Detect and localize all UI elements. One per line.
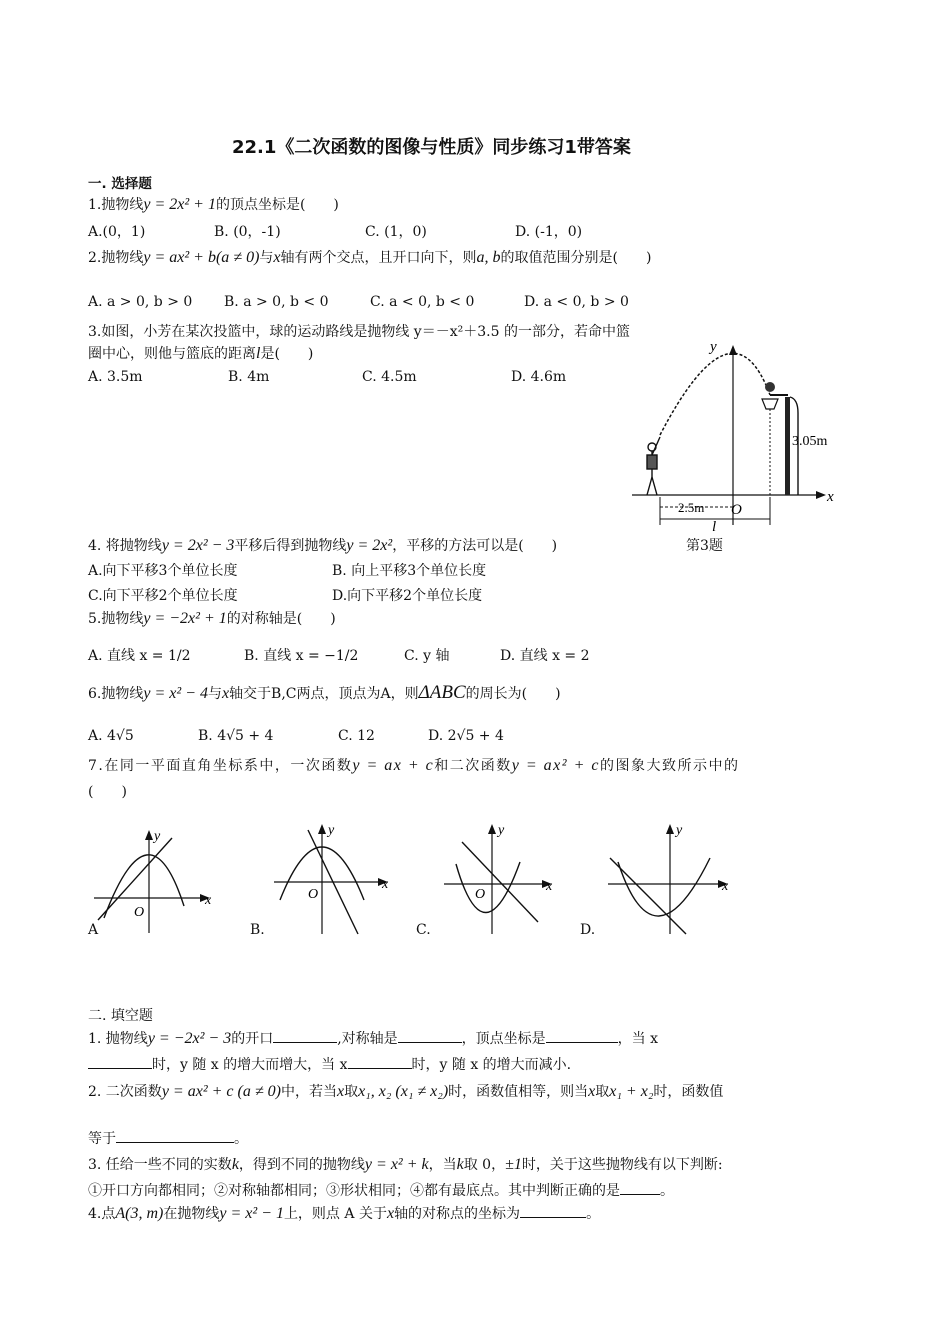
f3-end: 。 bbox=[660, 1183, 674, 1199]
q2-expression: y = ax² + b(a ≠ 0) bbox=[143, 249, 260, 266]
q7a-x-label: x bbox=[205, 893, 212, 908]
f2-xs: x₁, x₂ (x₁ ≠ x₂) bbox=[358, 1083, 449, 1100]
q4-expression-1: y = 2x² − 3 bbox=[161, 537, 235, 554]
q2-ab: a, b bbox=[476, 249, 501, 266]
f2-g: 等于 bbox=[88, 1131, 116, 1147]
fig3-x-label: x bbox=[827, 489, 834, 505]
q4-stem-a: 4. 将抛物线 bbox=[88, 538, 162, 554]
f1-blank-5[interactable] bbox=[348, 1054, 412, 1069]
q7-graph-a bbox=[92, 828, 222, 938]
q5-option-c: C. y 轴 bbox=[404, 648, 450, 664]
q1-option-b: B. (0，-1) bbox=[214, 224, 281, 240]
q7c-y-label: y bbox=[498, 823, 505, 838]
question-5 bbox=[88, 608, 336, 628]
q7-line-1a: 7.在同一平面直角坐标系中，一次函数 bbox=[88, 758, 353, 774]
q7c-origin-label: O bbox=[475, 887, 486, 902]
question-7 bbox=[88, 755, 739, 775]
f2-d: 时，函数值相等，则当 bbox=[448, 1084, 589, 1100]
f2-b: 中，若当 bbox=[280, 1084, 337, 1100]
q7-expression-1: y = ax + c bbox=[352, 757, 435, 774]
f1-e: ，当 x bbox=[617, 1031, 659, 1047]
q3-option-d: D. 4.6m bbox=[511, 369, 567, 385]
q2-stem-a: 2.抛物线 bbox=[88, 250, 144, 266]
q4-stem-b: 平移后得到抛物线 bbox=[234, 538, 347, 554]
q4-option-a: A.向下平移3个单位长度 bbox=[88, 563, 238, 579]
q7c-x-label: x bbox=[546, 879, 553, 894]
q6-option-a: A. 4√5 bbox=[88, 728, 134, 744]
q1-stem-b: 的顶点坐标是( ) bbox=[215, 197, 339, 213]
f3-k-1: k bbox=[231, 1156, 239, 1173]
f3-line-2: ①开口方向都相同；②对称轴都相同；③形状相同；④都有最底点。其中判断正确的是 bbox=[88, 1183, 620, 1199]
q7a-y-label: y bbox=[154, 829, 161, 844]
fill-2-line-1 bbox=[88, 1081, 723, 1101]
q4-option-b: B. 向上平移3个单位长度 bbox=[332, 563, 487, 579]
f3-k-2: k bbox=[456, 1156, 464, 1173]
q2-option-b: B. a > 0, b < 0 bbox=[224, 294, 329, 310]
q3-line-2 bbox=[88, 343, 313, 363]
q7-graph-d bbox=[604, 822, 744, 937]
f4-b: 在抛物线 bbox=[163, 1206, 220, 1222]
q5-stem-b: 的对称轴是( ) bbox=[226, 611, 336, 627]
q4-option-c: C.向下平移2个单位长度 bbox=[88, 588, 238, 604]
q6-x-var: x bbox=[221, 685, 230, 702]
q6-stem-a: 6.抛物线 bbox=[88, 686, 144, 702]
f3-e: 时，关于这些抛物线有以下判断: bbox=[521, 1157, 723, 1173]
q7-graph-b bbox=[272, 822, 402, 937]
basketball-figure bbox=[630, 335, 850, 535]
q6-option-d: D. 2√5 + 4 bbox=[428, 728, 504, 744]
question-4 bbox=[88, 535, 557, 555]
f2-blank[interactable] bbox=[116, 1128, 234, 1143]
f1-a: 1. 抛物线 bbox=[88, 1031, 148, 1047]
q6-triangle: ΔABC bbox=[418, 682, 466, 703]
q7-line-2: ( ) bbox=[88, 784, 127, 800]
q7-label-b: B. bbox=[250, 922, 265, 938]
fig3-l-label: l bbox=[712, 519, 717, 535]
f1-blank-1[interactable] bbox=[273, 1028, 337, 1043]
f2-h: 。 bbox=[234, 1131, 248, 1147]
figure-3-caption: 第3题 bbox=[686, 538, 723, 554]
q2-stem-c: 轴有两个交点，且开口向下，则 bbox=[280, 250, 477, 266]
fig3-height-label: 3.05m bbox=[792, 434, 828, 449]
q7b-y-label: y bbox=[328, 823, 335, 838]
q4-stem-c: ，平移的方法可以是( ) bbox=[392, 538, 558, 554]
q3-option-b: B. 4m bbox=[228, 369, 270, 385]
q5-stem-a: 5.抛物线 bbox=[88, 611, 144, 627]
q2-x-var: x bbox=[273, 249, 281, 266]
q2-option-d: D. a < 0, b > 0 bbox=[524, 294, 629, 310]
f2-e: 取 bbox=[595, 1084, 610, 1100]
f2-f: 时，函数值 bbox=[653, 1084, 724, 1100]
q3-option-a: A. 3.5m bbox=[88, 369, 143, 385]
f2-sum: x₁ + x₂ bbox=[609, 1083, 654, 1100]
f3-a: 3. 任给一些不同的实数 bbox=[88, 1157, 232, 1173]
f4-expression: y = x² − 1 bbox=[219, 1205, 284, 1222]
q5-option-b: B. 直线 x = −1/2 bbox=[244, 648, 359, 664]
q6-option-b: B. 4√5 + 4 bbox=[198, 728, 274, 744]
q7b-origin-label: O bbox=[308, 887, 319, 902]
f3-pm: ±1 bbox=[505, 1156, 522, 1173]
q2-stem-d: 的取值范围分别是( ) bbox=[500, 250, 652, 266]
q6-option-c: C. 12 bbox=[338, 728, 375, 744]
f2-x-var-2: x bbox=[588, 1083, 596, 1100]
q7-graph-c bbox=[442, 822, 572, 937]
q1-expression: y = 2x² + 1 bbox=[143, 196, 216, 213]
q3-line-1: 3.如图，小芳在某次投篮中，球的运动路线是抛物线 y＝－x²＋3.5 的一部分，若命中篮 bbox=[88, 324, 630, 340]
f4-x-var: x bbox=[386, 1205, 395, 1222]
q7-label-a: A bbox=[88, 922, 99, 938]
q7-line-1b: 和二次函数 bbox=[434, 758, 512, 774]
q1-stem-a: 1.抛物线 bbox=[88, 197, 144, 213]
f1-blank-2[interactable] bbox=[398, 1028, 462, 1043]
section-fill-heading: 二. 填空题 bbox=[88, 1008, 153, 1024]
q7d-y-label: y bbox=[676, 823, 683, 838]
f2-x-var-1: x bbox=[336, 1083, 345, 1100]
f3-expression: y = x² + k bbox=[364, 1156, 429, 1173]
q2-stem-b: 与 bbox=[259, 250, 274, 266]
fill-4 bbox=[88, 1203, 600, 1223]
f4-d: 轴的对称点的坐标为 bbox=[394, 1206, 521, 1222]
q7d-x-label: x bbox=[722, 879, 729, 894]
question-1 bbox=[88, 194, 339, 214]
f2-a: 2. 二次函数 bbox=[88, 1084, 162, 1100]
fig3-y-label: y bbox=[710, 339, 717, 355]
q1-option-c: C. (1，0) bbox=[365, 224, 427, 240]
f3-d: 取 0， bbox=[463, 1157, 506, 1173]
f2-expression: y = ax² + c (a ≠ 0) bbox=[161, 1083, 281, 1100]
player-icon bbox=[647, 437, 660, 495]
question-2 bbox=[88, 247, 651, 267]
q3-line-2b: 是( ) bbox=[260, 346, 314, 362]
fill-1-line-2 bbox=[88, 1054, 571, 1074]
f1-blank-3[interactable] bbox=[546, 1028, 618, 1043]
q6-stem-b: 与 bbox=[207, 686, 222, 702]
f3-blank[interactable] bbox=[620, 1180, 660, 1195]
q5-option-d: D. 直线 x = 2 bbox=[500, 648, 590, 664]
q5-option-a: A. 直线 x = 1/2 bbox=[88, 648, 191, 664]
q7-label-c: C. bbox=[416, 922, 431, 938]
f1-expression: y = −2x² − 3 bbox=[147, 1030, 232, 1047]
question-6 bbox=[88, 682, 561, 704]
fig3-origin-label: O bbox=[731, 502, 742, 518]
f3-c: ，当 bbox=[428, 1157, 457, 1173]
fill-3-line-2 bbox=[88, 1180, 674, 1200]
fig3-distance-label: 2.5m bbox=[678, 500, 705, 515]
f1-d: ，顶点坐标是 bbox=[461, 1031, 546, 1047]
q7-expression-2: y = ax² + c bbox=[511, 757, 600, 774]
q4-expression-2: y = 2x² bbox=[346, 537, 393, 554]
q4-option-d: D.向下平移2个单位长度 bbox=[332, 588, 483, 604]
q7b-x-label: x bbox=[382, 877, 389, 892]
f1-g: 时，y 随 x 的增大而减小. bbox=[411, 1057, 572, 1073]
f1-blank-4[interactable] bbox=[88, 1054, 152, 1069]
f1-b: 的开口 bbox=[231, 1031, 274, 1047]
q5-expression: y = −2x² + 1 bbox=[143, 610, 227, 627]
q6-stem-d: 的周长为( ) bbox=[465, 686, 561, 702]
page-title: 22.1《二次函数的图像与性质》同步练习1带答案 bbox=[232, 137, 631, 158]
q6-stem-c: 轴交于B,C两点，顶点为A，则 bbox=[229, 686, 419, 702]
q2-option-a: A. a > 0, b > 0 bbox=[88, 294, 193, 310]
q7-label-d: D. bbox=[580, 922, 596, 938]
f4-c: 上，则点 A 关于 bbox=[283, 1206, 387, 1222]
q1-option-a: A.(0，1) bbox=[88, 224, 146, 240]
section-choice-heading: 一. 选择题 bbox=[88, 176, 152, 192]
q7a-origin-label: O bbox=[134, 905, 145, 920]
f4-point: A(3, m) bbox=[115, 1205, 164, 1222]
f1-c: ,对称轴是 bbox=[337, 1031, 398, 1047]
f4-end: 。 bbox=[586, 1206, 601, 1222]
f1-f: 时，y 随 x 的增大而增大，当 x bbox=[152, 1057, 348, 1073]
q2-option-c: C. a < 0, b < 0 bbox=[370, 294, 475, 310]
fill-1-line-1 bbox=[88, 1028, 658, 1048]
q3-line-2a: 圈中心，则他与篮底的距离 bbox=[88, 346, 256, 362]
fill-2-line-2 bbox=[88, 1128, 248, 1148]
f4-a: 4.点 bbox=[88, 1206, 116, 1222]
q1-option-d: D. (-1，0) bbox=[515, 224, 583, 240]
fill-3-line-1 bbox=[88, 1154, 723, 1174]
q6-expression: y = x² − 4 bbox=[143, 685, 208, 702]
f2-c: 取 bbox=[344, 1084, 359, 1100]
q3-option-c: C. 4.5m bbox=[362, 369, 417, 385]
q7-line-1c: 的图象大致所示中的 bbox=[599, 758, 740, 774]
f4-blank[interactable] bbox=[520, 1203, 586, 1218]
q3-l-var: l bbox=[256, 345, 261, 362]
f3-b: ，得到不同的抛物线 bbox=[238, 1157, 365, 1173]
